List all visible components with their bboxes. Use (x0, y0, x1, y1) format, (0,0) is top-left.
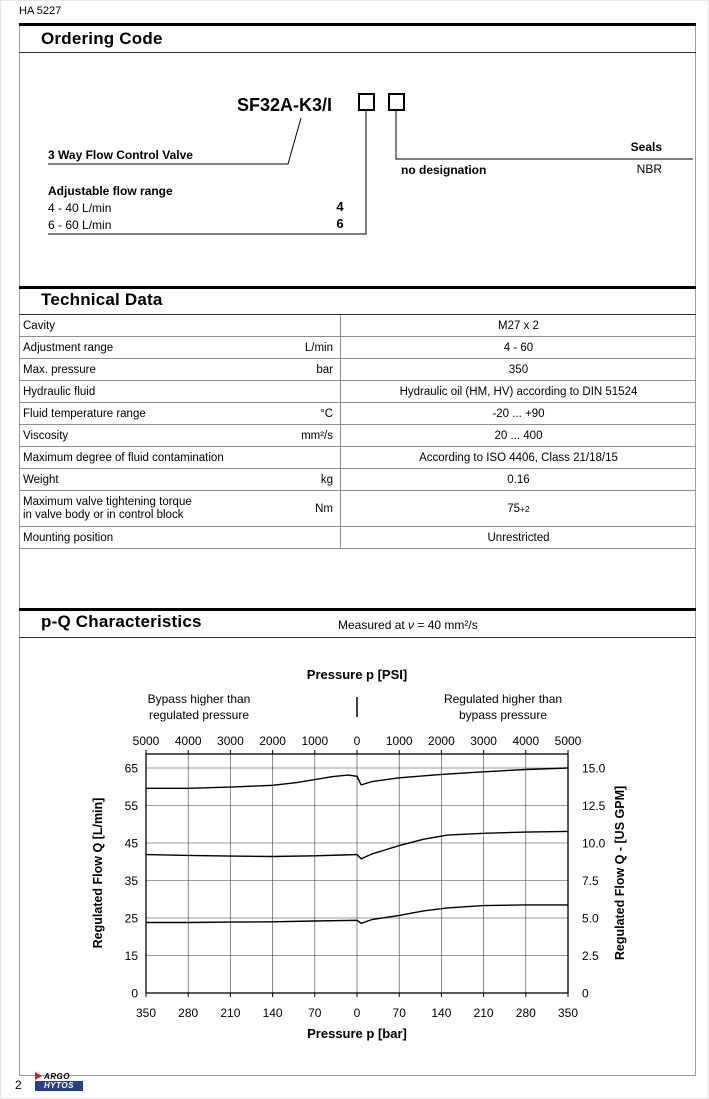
section-title-ordering: Ordering Code (41, 29, 163, 48)
table-cell-parameter (19, 447, 341, 468)
table-row (19, 359, 696, 381)
top-axis-title: Pressure p [PSI] (306, 667, 408, 682)
row-value-sup: +2 (520, 503, 530, 514)
table-cell-parameter (19, 315, 341, 336)
row-label: Maximum degree of fluid contamination (23, 451, 224, 464)
row-label: Weight (23, 473, 59, 486)
y-tick-label-lmin: 45 (124, 836, 138, 851)
ordering-option-box-seals (388, 93, 405, 111)
flow-option-code: 6 (336, 216, 344, 231)
row-label (23, 496, 192, 522)
table-cell-parameter (19, 403, 341, 424)
row-label: Mounting position (23, 531, 114, 544)
seals-value: NBR (636, 162, 662, 176)
x-tick-label-bar: 140 (262, 1006, 283, 1020)
x-tick-label-bar: 0 (353, 1006, 361, 1020)
y-tick-label-lmin: 15 (124, 949, 138, 963)
right-axis-title: Regulated Flow Q - [US GPM] (613, 785, 627, 961)
doc-number: HA 5227 (19, 5, 62, 17)
row-value: 20 ... 400 (494, 429, 543, 442)
row-label: Fluid temperature range (23, 407, 146, 420)
y-tick-label-gpm: 12.5 (582, 799, 606, 813)
section-rule (19, 637, 696, 638)
connector-flow-line (48, 111, 366, 234)
section-bar (19, 286, 696, 289)
x-tick-label-bar: 350 (557, 1006, 579, 1020)
row-unit: °C (320, 407, 333, 420)
row-unit: Nm (315, 502, 333, 515)
x-tick-label-bar: 70 (392, 1006, 406, 1020)
section-bar (19, 608, 696, 611)
table-row (19, 381, 696, 403)
row-value: According to ISO 4406, Class 21/18/15 (419, 451, 618, 464)
logo-top-row (35, 1071, 83, 1081)
x-tick-label-bar: 140 (431, 1006, 452, 1020)
valve-type-label: 3 Way Flow Control Valve (48, 148, 193, 162)
x-tick-label-bar: 210 (473, 1006, 494, 1020)
x-tick-label-bar: 280 (515, 1006, 536, 1020)
row-label: Adjustment range (23, 341, 114, 354)
x-tick-label-psi: 5000 (132, 734, 160, 748)
annotation-bypass-line2: regulated pressure (148, 708, 250, 722)
row-unit: mm²/s (301, 429, 333, 442)
y-tick-label-lmin: 25 (124, 911, 138, 926)
x-tick-label-bar: 280 (178, 1006, 199, 1020)
row-value: 350 (508, 363, 529, 376)
flow-option-label: 6 - 60 L/min (48, 218, 112, 232)
y-tick-label-lmin: 0 (131, 986, 138, 1001)
logo-triangle-icon (35, 1072, 42, 1080)
seals-label: Seals (630, 140, 662, 154)
annotation-regulated-line2: bypass pressure (458, 708, 548, 722)
measured-at-suffix: = 40 mm²/s (417, 618, 478, 632)
row-label: Hydraulic fluid (23, 385, 96, 398)
row-value (341, 491, 696, 526)
table-cell-parameter (19, 469, 341, 490)
x-tick-label-bar: 210 (220, 1006, 241, 1020)
page-number: 2 (15, 1078, 22, 1092)
row-value: 0.16 (507, 473, 530, 486)
table-row (19, 527, 696, 549)
table-cell-parameter (19, 425, 341, 446)
row-label: Max. pressure (23, 363, 96, 376)
table-row (19, 447, 696, 469)
row-label: Viscosity (23, 429, 69, 442)
technical-data-table (19, 315, 696, 549)
x-tick-label-psi: 1000 (385, 734, 413, 748)
row-unit: L/min (304, 341, 333, 354)
x-tick-label-psi: 5000 (554, 734, 582, 748)
annotation-regulated-line1: Regulated higher than (443, 692, 563, 706)
table-row (19, 315, 696, 337)
y-tick-label-gpm: 10.0 (582, 836, 606, 851)
y-tick-label-gpm: 0 (582, 986, 589, 1001)
row-unit: bar (316, 363, 333, 376)
row-label-line2: in valve body or in control block (23, 508, 184, 521)
x-tick-label-psi: 4000 (512, 734, 540, 748)
measured-at-note (338, 618, 478, 632)
row-value-base: 75 (507, 502, 521, 515)
row-value: Unrestricted (487, 531, 550, 544)
x-tick-label-psi: 2000 (428, 734, 455, 748)
nu-symbol: ν (408, 618, 415, 632)
logo-brand-argo: ARGO (44, 1071, 70, 1081)
section-title-pq: p-Q Characteristics (41, 612, 202, 631)
y-tick-label-gpm: 2.5 (582, 949, 599, 963)
chart-tick-labels (125, 734, 606, 1020)
row-value: -20 ... +90 (492, 407, 545, 420)
table-row (19, 469, 696, 491)
table-row (19, 491, 696, 527)
flow-range-heading: Adjustable flow range (48, 184, 173, 198)
y-tick-label-gpm: 5.0 (582, 911, 599, 926)
flow-option-code: 4 (336, 199, 344, 214)
x-tick-label-psi: 1000 (301, 734, 329, 748)
y-tick-label-gpm: 15.0 (582, 761, 606, 776)
annotation-bypass-line1: Bypass higher than (147, 692, 251, 706)
table-cell-parameter (19, 527, 341, 548)
x-tick-label-psi: 2000 (259, 734, 286, 748)
row-value: Hydraulic oil (HM, HV) according to DIN 51524 (399, 385, 638, 398)
measured-at-prefix: Measured at (338, 618, 405, 632)
row-label-line1: Maximum valve tightening torque (23, 495, 192, 508)
argo-hytos-logo (35, 1071, 83, 1091)
x-tick-label-bar: 70 (308, 1006, 322, 1020)
row-unit: kg (320, 473, 333, 486)
y-tick-label-lmin: 55 (124, 799, 138, 813)
x-tick-label-psi: 3000 (217, 734, 244, 748)
y-tick-label-lmin: 35 (124, 874, 138, 888)
left-axis-title: Regulated Flow Q [L/min] (91, 797, 105, 949)
row-value: M27 x 2 (498, 319, 539, 332)
table-row (19, 337, 696, 359)
logo-brand-hytos: HYTOS (35, 1081, 83, 1091)
y-tick-label-lmin: 65 (124, 761, 138, 776)
ordering-code-text: SF32A-K3/I (237, 95, 333, 115)
table-row (19, 425, 696, 447)
no-designation-label: no designation (401, 163, 487, 177)
section-title-technical: Technical Data (41, 290, 163, 309)
x-tick-label-psi: 4000 (174, 734, 202, 748)
pq-chart (1, 651, 709, 1051)
table-cell-parameter (19, 491, 341, 526)
table-cell-parameter (19, 381, 341, 402)
x-tick-label-psi: 3000 (470, 734, 497, 748)
table-row (19, 403, 696, 425)
row-label: Cavity (23, 319, 55, 332)
row-value: 4 - 60 (503, 341, 534, 354)
y-tick-label-gpm: 7.5 (582, 874, 599, 888)
table-cell-parameter (19, 359, 341, 380)
x-tick-label-bar: 350 (135, 1006, 157, 1020)
flow-option-label: 4 - 40 L/min (48, 201, 112, 215)
table-cell-parameter (19, 337, 341, 358)
ordering-option-box-flow (358, 93, 375, 111)
x-tick-label-psi: 0 (353, 734, 361, 748)
bottom-axis-title: Pressure p [bar] (307, 1026, 407, 1041)
